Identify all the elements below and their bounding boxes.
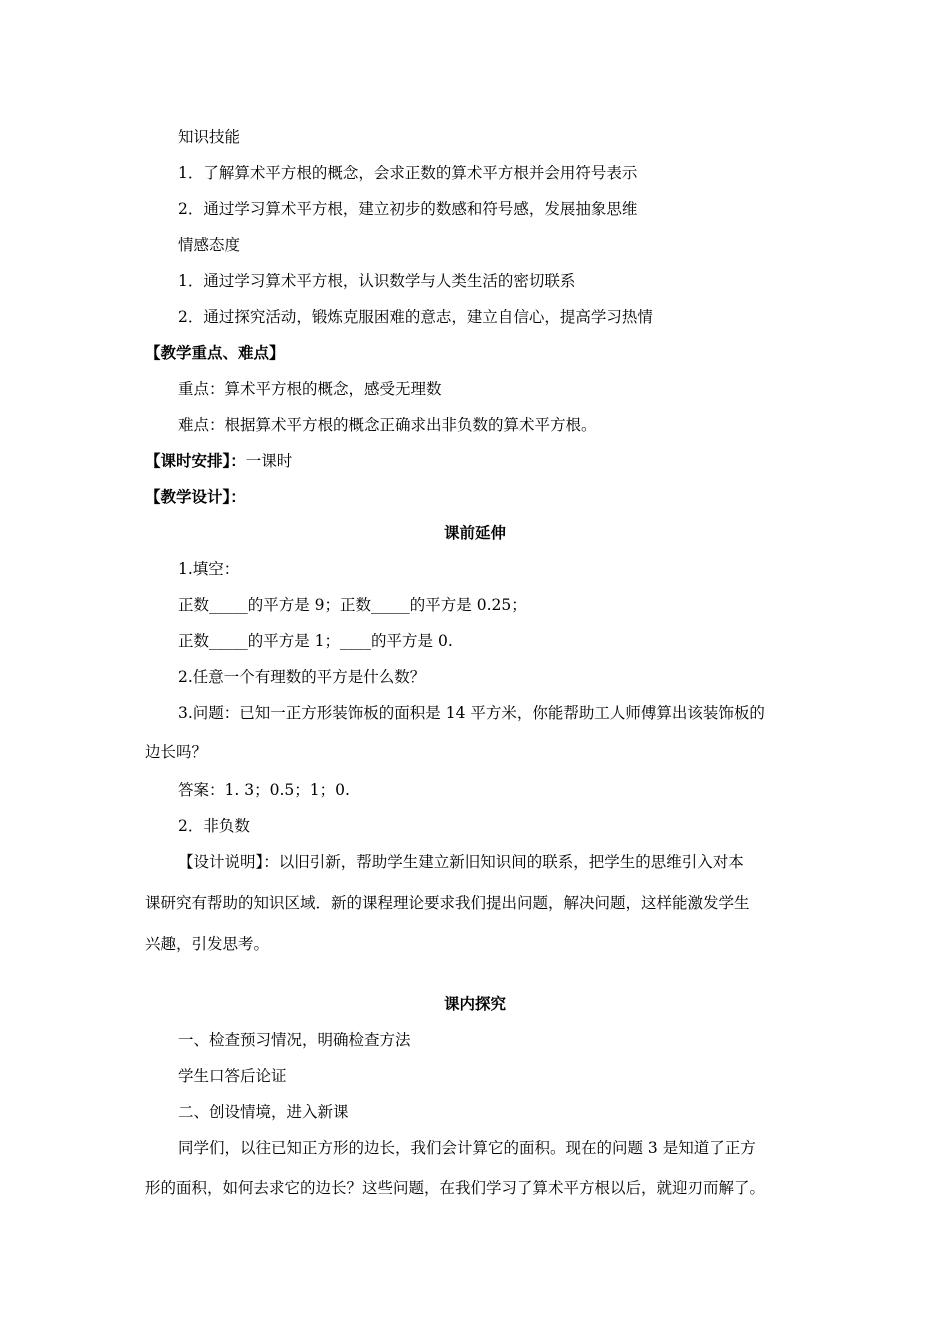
fill-blank-line-1: 正数_____的平方是 9；正数_____的平方是 0.25； (178, 596, 527, 614)
key-point-text: 重点：算术平方根的概念，感受无理数 (178, 380, 442, 398)
knowledge-item-2: 2．通过学习算术平方根，建立初步的数感和符号感，发展抽象思维 (178, 200, 638, 218)
step-1-text: 学生口答后论证 (178, 1067, 287, 1085)
design-note-line-3: 兴趣，引发思考。 (145, 935, 270, 953)
section-heading-key-points: 【教学重点、难点】 (145, 343, 285, 362)
knowledge-item-1: 1．了解算术平方根的概念，会求正数的算术平方根并会用符号表示 (178, 164, 638, 182)
section-title-pre-class: 课前延伸 (443, 523, 506, 542)
design-note-line-2: 课研究有帮助的知识区域．新的课程理论要求我们提出问题，解决问题，这样能激发学生 (145, 894, 750, 912)
subheading-emotional-attitude: 情感态度 (178, 236, 241, 254)
schedule-line (145, 450, 292, 472)
design-note-line-1: 【设计说明】：以旧引新，帮助学生建立新旧知识间的联系，把学生的思维引入对本 (178, 853, 744, 871)
section-heading-design: 【教学设计】： (145, 487, 246, 506)
step-2-paragraph-line-1: 同学们，以往已知正方形的边长，我们会计算它的面积。现在的问题 3 是知道了正方 (178, 1139, 756, 1157)
question-1-label: 1.填空： (178, 560, 240, 578)
subheading-knowledge-skills: 知识技能 (178, 128, 241, 146)
section-title-in-class: 课内探究 (443, 994, 506, 1013)
answer-line-2: 2．非负数 (178, 817, 250, 835)
schedule-value: 一课时 (245, 452, 293, 470)
attitude-item-1: 1．通过学习算术平方根，认识数学与人类生活的密切联系 (178, 272, 576, 290)
step-2-paragraph-line-2: 形的面积，如何去求它的边长？这些问题，在我们学习了算术平方根以后，就迎刃而解了。 (145, 1179, 766, 1197)
question-3-line-2: 边长吗？ (145, 743, 208, 761)
difficulty-text: 难点：根据算术平方根的概念正确求出非负数的算术平方根。 (178, 416, 597, 434)
step-1-heading: 一、检查预习情况，明确检查方法 (178, 1031, 411, 1049)
question-3-line-1: 3.问题：已知一正方形装饰板的面积是 14 平方米，你能帮助工人师傅算出该装饰板的 (178, 704, 765, 722)
step-2-heading: 二、创设情境，进入新课 (178, 1103, 349, 1121)
fill-blank-line-2: 正数_____的平方是 1；____的平方是 0. (178, 632, 453, 650)
attitude-item-2: 2．通过探究活动，锻炼克服困难的意志，建立自信心，提高学习热情 (178, 308, 653, 326)
answer-line-1: 答案：1. 3；0.5；1；0. (178, 781, 350, 799)
question-2: 2.任意一个有理数的平方是什么数？ (178, 668, 426, 686)
section-heading-schedule: 【课时安排】： (145, 451, 246, 470)
